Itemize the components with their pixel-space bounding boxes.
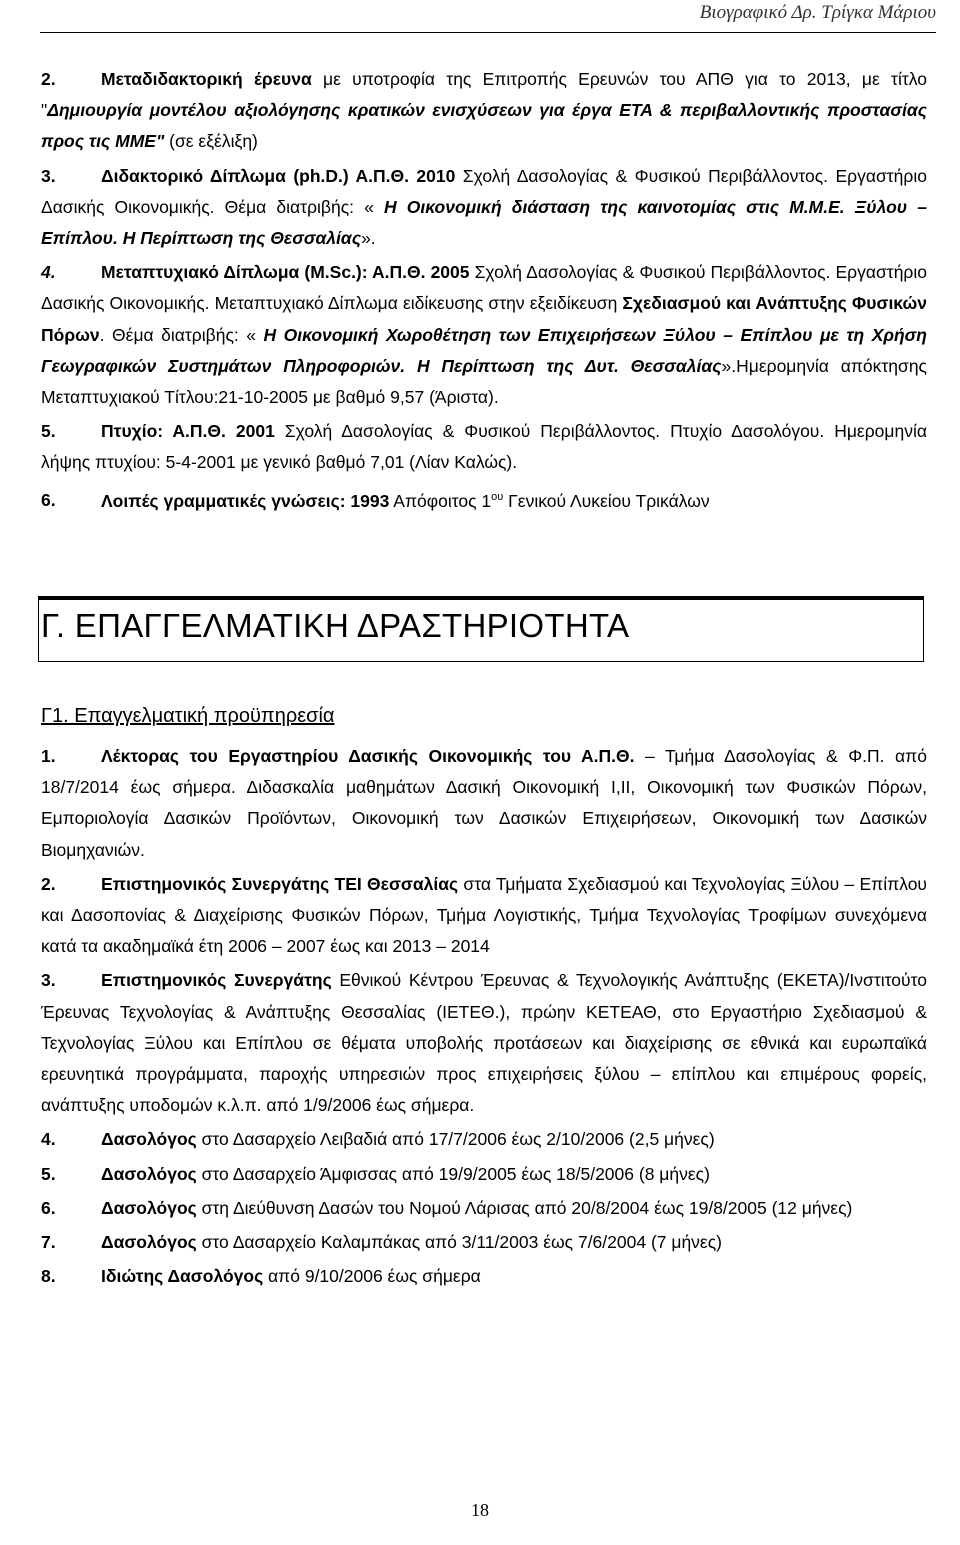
- header-rule: [40, 32, 936, 33]
- item-text: – Τμήμα Δασολογίας & Φ.Π. από 18/7/2014 έως σήμερα. Διδασκαλία μαθημάτων Δασική Οικονομική Ι,ΙΙ, Οικονομική των Φυσικών Πόρων, Εμποριολογία Δασικών Προϊόντων, Οικονομική των Δασικών Επιχειρήσεων, Οικονομική των Δασικών Βιομηχανιών.: [41, 746, 927, 860]
- page-number: 18: [471, 1500, 489, 1520]
- list-item: [41, 741, 927, 866]
- list-item: [41, 1193, 927, 1224]
- item-text: Σχολή Δασολογίας & Φυσικού Περιβάλλοντος. Εργαστήριο Δασικής Οικονομικής. Θέμα διατριβής: «: [41, 165, 927, 217]
- item-text: . Θέμα διατριβής: «: [99, 324, 256, 345]
- item-number: 3.: [41, 165, 56, 186]
- running-header: Βιογραφικό Δρ. Τρίγκα Μάριου: [699, 2, 936, 23]
- list-item: [41, 482, 927, 517]
- item-text: στο Δασαρχείο Λειβαδιά από 17/7/2006 έως 2/10/2006 (2,5 μήνες): [196, 1129, 715, 1150]
- item-lead: Διδακτορικό Δίπλωμα (ph.D.) Α.Π.Θ. 2010: [101, 165, 456, 186]
- item-number: 4.: [41, 262, 56, 283]
- item-specialization: Σχεδιασμού και Ανάπτυξης Φυσικών Πόρων: [41, 293, 927, 345]
- item-title: Η Οικονομική διάσταση της καινοτομίας στις Μ.Μ.Ε. Ξύλου – Επίπλου. Η Περίπτωση της Θεσσαλίας: [41, 196, 928, 249]
- list-item: [41, 416, 927, 478]
- item-text: Σχολή Δασολογίας & Φυσικού Περιβάλλοντος. Εργαστήριο Δασικής Οικονομικής. Μεταπτυχιακό Δίπλωμα ειδίκευσης στην εξειδίκευση: [41, 262, 927, 314]
- item-text: στα Τμήματα Σχεδιασμού και Τεχνολογίας Ξύλου – Επίπλου και Δασοπονίας & Διαχείρισης Φυσικών Πόρων, Τμήμα Λογιστικής, Τμήμα Τεχνολογίας Τροφίμων συνεχόμενα κατά τα ακαδημαϊκά έτη 2006 – 2007 έως και 2013 – 2014: [41, 873, 928, 957]
- item-lead: Επιστημονικός Συνεργάτης: [101, 970, 332, 991]
- item-text: Γενικού Λυκείου Τρικάλων: [503, 490, 710, 511]
- item-number: 8.: [41, 1266, 56, 1287]
- item-number: 2.: [41, 69, 56, 89]
- section-title: Γ. ΕΠΑΓΓΕΛΜΑΤΙΚΗ ΔΡΑΣΤΗΡΙΟΤΗΤΑ: [41, 607, 630, 644]
- item-text: ».: [361, 228, 376, 249]
- item-text: Απόφοιτος 1: [389, 490, 492, 511]
- section-heading-box: [38, 596, 924, 662]
- item-number: 2.: [41, 873, 56, 894]
- item-lead: Δασολόγος: [101, 1232, 197, 1253]
- subsection-heading: Γ1. Επαγγελματική προϋπηρεσία: [41, 705, 335, 727]
- item-text: ».Ημερομηνία απόκτησης Μεταπτυχιακού Τίτλου:21-10-2005 με βαθμό 9,57 (Άριστα).: [41, 355, 927, 408]
- item-text: στο Δασαρχείο Άμφισσας από 19/9/2005 έως 18/5/2006 (8 μήνες): [196, 1163, 710, 1184]
- item-lead: Μεταδιδακτορική έρευνα: [101, 69, 312, 89]
- item-lead: Πτυχίο: Α.Π.Θ. 2001: [101, 421, 275, 442]
- list-item: [41, 257, 927, 413]
- ordinal-suffix: ου: [491, 490, 504, 503]
- item-lead: Λοιπές γραμματικές γνώσεις: 1993: [101, 490, 390, 511]
- item-number: 6.: [41, 490, 56, 511]
- item-lead: Ιδιώτης Δασολόγος: [101, 1266, 264, 1287]
- list-item: [41, 1227, 927, 1258]
- item-title: Δημιουργία μοντέλου αξιολόγησης κρατικών ενισχύσεων για έργα ΕΤΑ & περιβαλλοντικής προστασίας προς τις ΜΜΕ": [41, 100, 927, 152]
- list-item: [41, 869, 927, 963]
- item-lead: Δασολόγος: [101, 1129, 197, 1150]
- list-item: [41, 1159, 927, 1190]
- item-number: 4.: [41, 1129, 56, 1150]
- item-number: 5.: [41, 1163, 56, 1184]
- item-text: στο Δασαρχείο Καλαμπάκας από 3/11/2003 έως 7/6/2004 (7 μήνες): [196, 1232, 722, 1253]
- list-item: [41, 161, 927, 255]
- item-text: Σχολή Δασολογίας & Φυσικού Περιβάλλοντος. Πτυχίο Δασολόγου. Ημερομηνία λήψης πτυχίου: 5-4-2001 με γενικό βαθμό 7,01 (Λίαν Καλώς).: [41, 421, 927, 473]
- list-item: [41, 64, 927, 158]
- item-lead: Δασολόγος: [101, 1163, 197, 1184]
- item-number: 3.: [41, 970, 56, 991]
- item-number: 1.: [41, 746, 56, 766]
- item-number: 5.: [41, 421, 56, 442]
- education-list: [41, 64, 927, 517]
- item-number: 6.: [41, 1197, 56, 1218]
- item-text: Εθνικού Κέντρου Έρευνας & Τεχνολογικής Ανάπτυξης (ΕΚΕΤΑ)/Ινστιτούτο Έρευνας Τεχνολογίας & Ανάπτυξης Θεσσαλίας (ΙΕΤΕΘ.), πρώην ΚΕΤΕΑΘ, στο Εργαστήριο Σχεδιασμού & Τεχνολογίας Ξύλου και Επίπλου σε θέματα υποβολής προτάσεων και διαχείρισης σε εθνικά και ευρωπαϊκά ερευνητικά προγράμματα, παροχής υπηρεσιών προς επιχειρήσεις ξύλου – επίπλου και επιμέρους φορείς, ανάπτυξης υποδομών κ.λ.π. από 1/9/2006 έως σήμερα.: [41, 970, 927, 1116]
- item-lead: Λέκτορας του Εργαστηρίου Δασικής Οικονομικής του Α.Π.Θ.: [101, 746, 635, 766]
- item-number: 7.: [41, 1232, 56, 1253]
- item-lead: Επιστημονικός Συνεργάτης ΤΕΙ Θεσσαλίας: [101, 873, 459, 894]
- item-text: από 9/10/2006 έως σήμερα: [263, 1266, 481, 1287]
- item-lead: Δασολόγος: [101, 1197, 197, 1218]
- list-item: [41, 1261, 927, 1292]
- item-lead: Μεταπτυχιακό Δίπλωμα (M.Sc.): Α.Π.Θ. 2005: [101, 262, 470, 283]
- item-text: (σε εξέλιξη): [164, 131, 258, 152]
- list-item: [41, 965, 927, 1121]
- item-text: στη Διεύθυνση Δασών του Νομού Λάρισας από 20/8/2004 έως 19/8/2005 (12 μήνες): [196, 1197, 853, 1218]
- item-text: με υποτροφία της Επιτροπής Ερευνών του ΑΠΘ για το 2013, με τίτλο ": [41, 69, 927, 121]
- experience-list: [41, 741, 927, 1292]
- item-title: Η Οικονομική Χωροθέτηση των Επιχειρήσεων Ξύλου – Επίπλου με τη Χρήση Γεωγραφικών Συστημάτων Πληροφοριών. Η Περίπτωση της Δυτ. Θεσσαλίας: [41, 324, 927, 376]
- list-item: [41, 1124, 927, 1155]
